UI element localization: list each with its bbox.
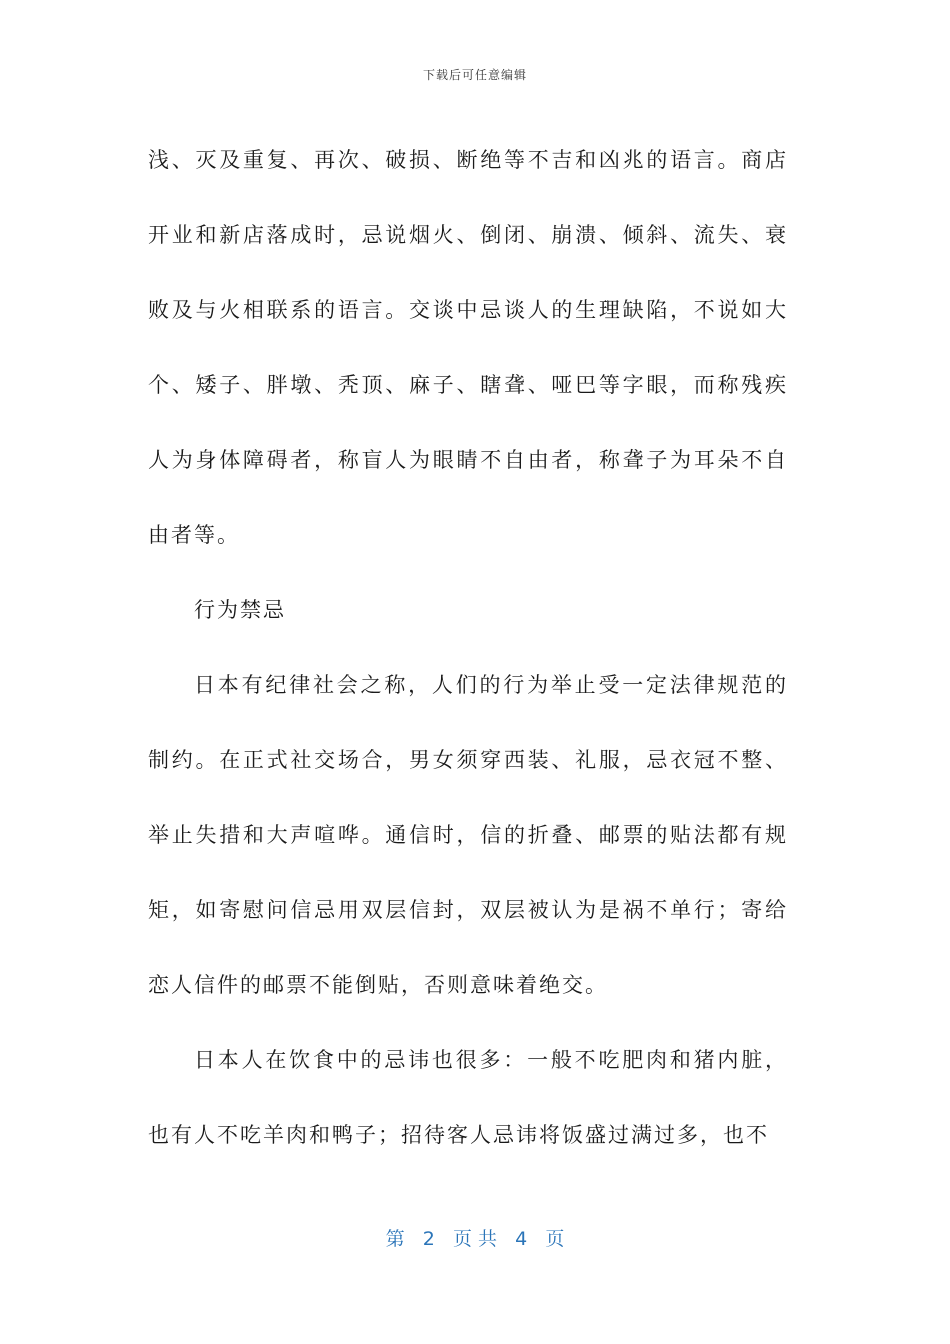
paragraph: 日本人在饮食中的忌讳也很多：一般不吃肥肉和猪内脏，也有人不吃羊肉和鸭子；招待客人忌讳将饭盛过满过多，也不 (148, 1048, 788, 1147)
document-body (148, 123, 788, 1173)
page-number-footer (0, 1224, 950, 1251)
page-header: 下载后可任意编辑 (422, 68, 527, 82)
paragraph-continued: 浅、灭及重复、再次、破损、断绝等不吉和凶兆的语言。商店开业和新店落成时，忌说烟火、倒闭、崩溃、倾斜、流失、衰败及与火相联系的语言。交谈中忌谈人的生理缺陷，不说如大个、矮子、胖墩、秃顶、麻子、瞎聋、哑巴等字眼，而称残疾人为身体障碍者，称盲人为眼睛不自由者，称聋子为耳朵不自由者等。 (148, 148, 788, 547)
paragraph: 日本有纪律社会之称，人们的行为举止受一定法律规范的制约。在正式社交场合，男女须穿西装、礼服，忌衣冠不整、举止失措和大声喧哗。通信时，信的折叠、邮票的贴法都有规矩，如寄慰问信忌用双层信封，双层被认为是祸不单行；寄给恋人信件的邮票不能倒贴，否则意味着绝交。 (148, 673, 788, 997)
page-number-text: 第 2 页 共 4 页 (385, 1228, 565, 1250)
section-heading: 行为禁忌 (194, 598, 286, 622)
